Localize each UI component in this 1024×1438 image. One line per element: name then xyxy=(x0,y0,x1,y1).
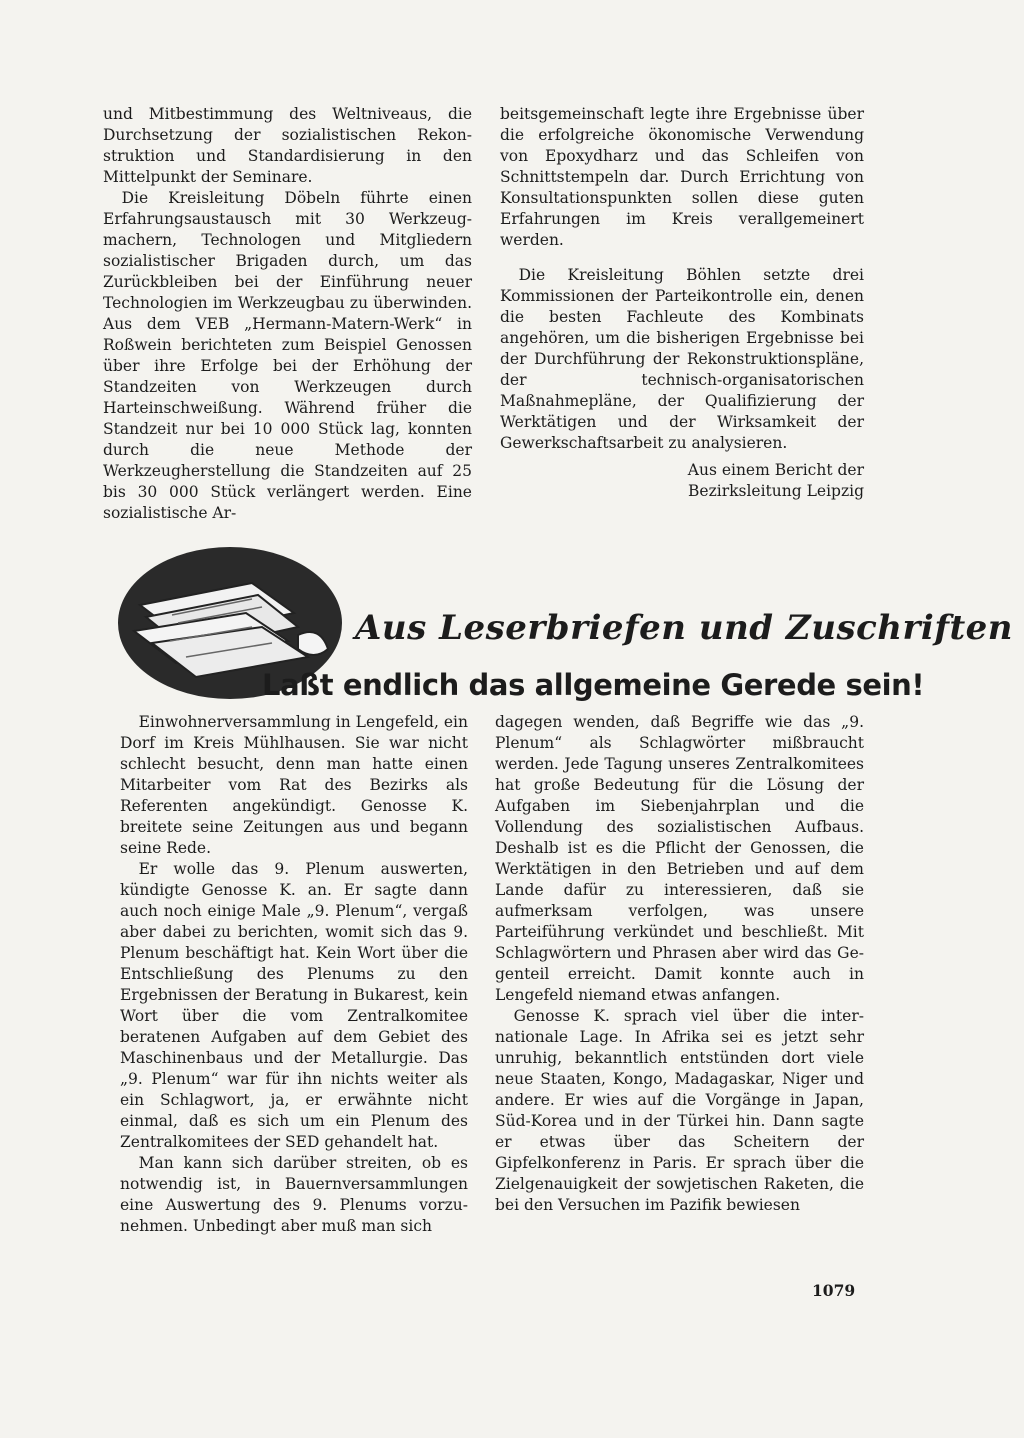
report-attribution xyxy=(500,460,864,502)
paragraph: Einwohnerversammlung in Lengefeld, ein Dorf im Kreis Mühlhausen. Sie war nicht schlecht besucht, denn man hatte einen Mitarbeiter vom Rat des Bezirks als Referenten angekündigt. Genosse K. breitete seine Zeitungen aus und begann seine Rede. xyxy=(120,713,468,857)
paragraph: beitsgemeinschaft legte ihre Ergebnisse über die erfolgreiche ökonomische Verwendung von Epoxydharz und das Schleifen von Schnittstempeln dar. Durch Errichtung von Konsultationspunkten sollen diese guten Erfahrungen im Kreis verallgemeinert werden. xyxy=(500,105,864,249)
paragraph: Die Kreisleitung Böhlen setzte drei Kommissionen der Parteikontrolle ein, denen die besten Fachleute des Kombinats angehören, um die bisherigen Ergebnisse bei der Durchführung der Rekonstruktionspläne, der technisch-organisatorischen Maßnahmepläne, der Qualifizierung der Werktätigen und der Wirksamkeit der Gewerkschaftsarbeit zu analysieren. xyxy=(500,266,864,452)
paragraph: dagegen wenden, daß Begriffe wie das „9. Plenum“ als Schlagwörter mißbraucht werden. Jede Tagung unseres Zentralkomitees hat große Bedeutung für die Lösung der Aufgaben im Siebenjahrplan und die Vollendung des sozialistischen Aufbaus. Deshalb ist es die Pflicht der Genossen, die Werktätigen in den Betrieben und auf dem Lande dafür zu interessieren, daß sie aufmerksam verfolgen, was unsere Parteiführung verkündet und beschließt. Mit Schlagwörtern und Phrasen aber wird das Gegenteil erreicht. Damit konnte auch in Lengefeld niemand etwas anfangen. xyxy=(495,713,864,1004)
paragraph: und Mitbestimmung des Weltniveaus, die Durchsetzung der sozialistischen Rekonstruktion und Standardisierung in den Mittelpunkt der Seminare. xyxy=(103,105,472,186)
paragraph: Er wolle das 9. Plenum auswerten, kündigte Genosse K. an. Er sagte dann auch noch einige Male „9. Plenum“, vergaß aber dabei zu berichten, womit sich das 9. Plenum beschäftigt hat. Kein Wort über die Entschließung des Plenums zu den Ergebnissen der Beratung in Bukarest, kein Wort über die vom Zentralkomitee beratenen Aufgaben auf dem Gebiet des Maschinenbaus und der Metallurgie. Das „9. Plenum“ war für ihn nichts weiter als ein Schlagwort, ja, er erwähnte nicht einmal, daß es sich um ein Plenum des Zentralkomitees der SED gehandelt hat. xyxy=(120,860,468,1151)
bottom-right-column xyxy=(495,712,864,1216)
article-title: Laßt endlich das allgemeine Gerede sein! xyxy=(262,668,925,702)
attribution-line: Aus einem Bericht der xyxy=(687,461,864,479)
paragraph: Die Kreisleitung Döbeln führte einen Erfahrungsaustausch mit 30 Werkzeugmachern, Technologen und Mitgliedern sozialistischer Brigaden durch, um das Zurückbleiben bei der Einführung neuer Technologien im Werkzeugbau zu überwinden. Aus dem VEB „Hermann-Matern-Werk“ in Roßwein berichteten zum Beispiel Genossen über ihre Erfolge bei der Erhöhung der Standzeiten von Werkzeugen durch Harteinschweißung. Während früher die Standzeit nur bei 10 000 Stück lag, konnten durch die neue Methode der Werkzeugherstellung die Standzeiten auf 25 bis 30 000 Stück verlängert werden. Eine sozialistische Ar- xyxy=(103,189,472,522)
attribution-line: Bezirksleitung Leipzig xyxy=(688,482,864,500)
page-number: 1079 xyxy=(812,1281,856,1300)
paragraph: Genosse K. sprach viel über die internationale Lage. In Afrika sei es jetzt sehr unruhig, bekanntlich entstünden dort viele neue Staaten, Kongo, Madagaskar, Niger und andere. Er wies auf die Vorgänge in Japan, Süd-Korea und in der Türkei hin. Dann sagte er etwas über das Scheitern der Gipfelkonferenz in Paris. Er sprach über die Zielgenauigkeit der sowjetischen Raketen, die bei den Versuchen im Pazifik bewiesen xyxy=(495,1007,864,1214)
bottom-left-column xyxy=(120,712,468,1237)
paragraph: Man kann sich darüber streiten, ob es notwendig ist, in Bauernversammlungen eine Auswertung des 9. Plenums vorzunehmen. Unbedingt aber muß man sich xyxy=(120,1154,468,1235)
top-left-column xyxy=(103,104,472,524)
top-right-column xyxy=(500,104,864,502)
section-title: Aus Leserbriefen und Zuschriften xyxy=(355,608,1014,648)
